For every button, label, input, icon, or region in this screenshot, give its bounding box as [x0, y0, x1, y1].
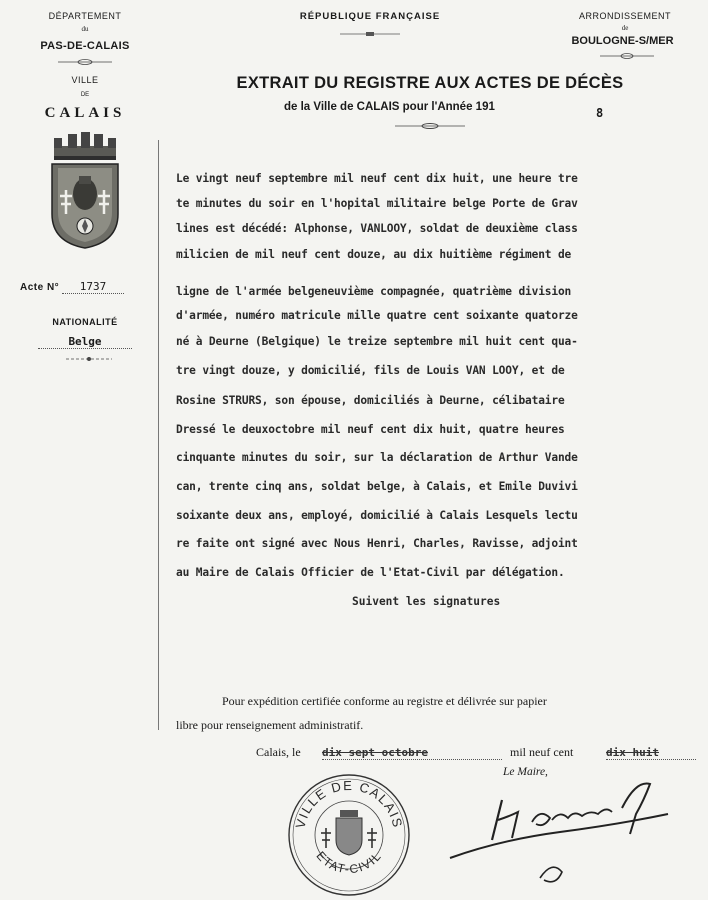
subtitle-text: de la Ville de CALAIS pour l'Année 191: [284, 101, 495, 113]
arrondissement-name: BOULOGNE-S/MER: [571, 35, 674, 47]
year-digit: 8: [596, 106, 604, 120]
mil-neuf-cent: mil neuf cent: [510, 745, 574, 759]
margin-line: [158, 140, 159, 730]
suivent-signatures: Suivent les signatures: [352, 595, 501, 608]
document-title: EXTRAIT DU REGISTRE AUX ACTES DE DÉCÈS: [236, 74, 624, 92]
body-line-5: ligne de l'armée belgeneuvième compagnée, quatrième division: [176, 285, 572, 298]
republique-header: RÉPUBLIQUE FRANÇAISE: [299, 11, 441, 22]
body-line-2: te minutes du soir en l'hopital militaire belge Porte de Grav: [176, 197, 578, 210]
acte-row: [20, 280, 160, 294]
body-line-4: milicien de mil neuf cent douze, au dix huitième régiment de: [176, 248, 572, 261]
document-subtitle: [284, 101, 614, 113]
ville-name: CALAIS: [44, 105, 126, 121]
ornament-divider-center: [340, 30, 400, 38]
body-line-14: re faite ont signé avec Nous Henri, Charles, Ravisse, adjoint: [176, 537, 578, 550]
body-line-9: Rosine STRURS, son épouse, domiciliés à Deurne, célibataire: [176, 394, 565, 407]
body-line-11: cinquante minutes du soir, sur la déclaration de Arthur Vande: [176, 451, 578, 464]
du-label: du: [81, 25, 89, 33]
nationalite-field: [38, 332, 132, 350]
ornament-divider: [58, 58, 112, 66]
ornament-divider-small: [66, 355, 112, 363]
departement-name: PAS-DE-CALAIS: [40, 40, 130, 52]
de-right-label: de: [621, 24, 629, 32]
svg-text:VILLE DE CALAIS: VILLE DE CALAIS: [292, 777, 406, 830]
departement-label: DÉPARTEMENT: [48, 11, 122, 21]
body-line-8: tre vingt douze, y domicilié, fils de Louis VAN LOOY, et de: [176, 364, 565, 377]
ornament-divider-right: [600, 52, 654, 60]
body-line-13: soixante deux ans, employé, domicilié à Calais Lesquels lectu: [176, 509, 578, 522]
acte-label: Acte N°: [20, 282, 60, 293]
date-day-month: dix sept octobre: [322, 746, 502, 760]
arrondissement-label: ARRONDISSEMENT: [578, 11, 671, 21]
ornament-divider-title: [395, 122, 465, 130]
coat-of-arms-icon: [48, 132, 122, 250]
expedition-line-2: libre pour renseignement administratif.: [176, 718, 364, 732]
nationalite-label: NATIONALITÉ: [52, 317, 118, 327]
calais-le: Calais, le: [256, 745, 301, 759]
body-line-15: au Maire de Calais Officier de l'Etat-Civil par délégation.: [176, 566, 565, 579]
nationalite-value: Belge: [38, 335, 132, 349]
mayor-signature: [440, 770, 680, 900]
body-line-3: lines est décédé: Alphonse, VANLOOY, soldat de deuxième class: [176, 222, 578, 235]
acte-number: 1737: [62, 280, 124, 294]
svg-text:ETAT-CIVIL: ETAT-CIVIL: [313, 848, 385, 877]
ville-label: VILLE: [71, 75, 99, 85]
body-line-1: Le vingt neuf septembre mil neuf cent dix huit, une heure tre: [176, 172, 578, 185]
le-maire-label: Le Maire,: [503, 766, 548, 778]
body-line-12: can, trente cinq ans, soldat belge, à Calais, et Emile Duvivi: [176, 480, 578, 493]
date-year-words: dix huit: [606, 746, 696, 760]
body-line-6: d'armée, numéro matricule mille quatre cent soixante quatorze: [176, 309, 578, 322]
printer-mark: [2, 690, 10, 810]
etat-civil-seal-icon: [286, 772, 412, 898]
de-label: DE: [80, 92, 90, 98]
body-line-7: né à Deurne (Belgique) le treize septembre mil huit cent qua-: [176, 335, 578, 348]
expedition-line-1: Pour expédition certifiée conforme au registre et délivrée sur papier: [222, 694, 547, 708]
body-line-10: Dressé le deuxoctobre mil neuf cent dix huit, quatre heures: [176, 423, 565, 436]
